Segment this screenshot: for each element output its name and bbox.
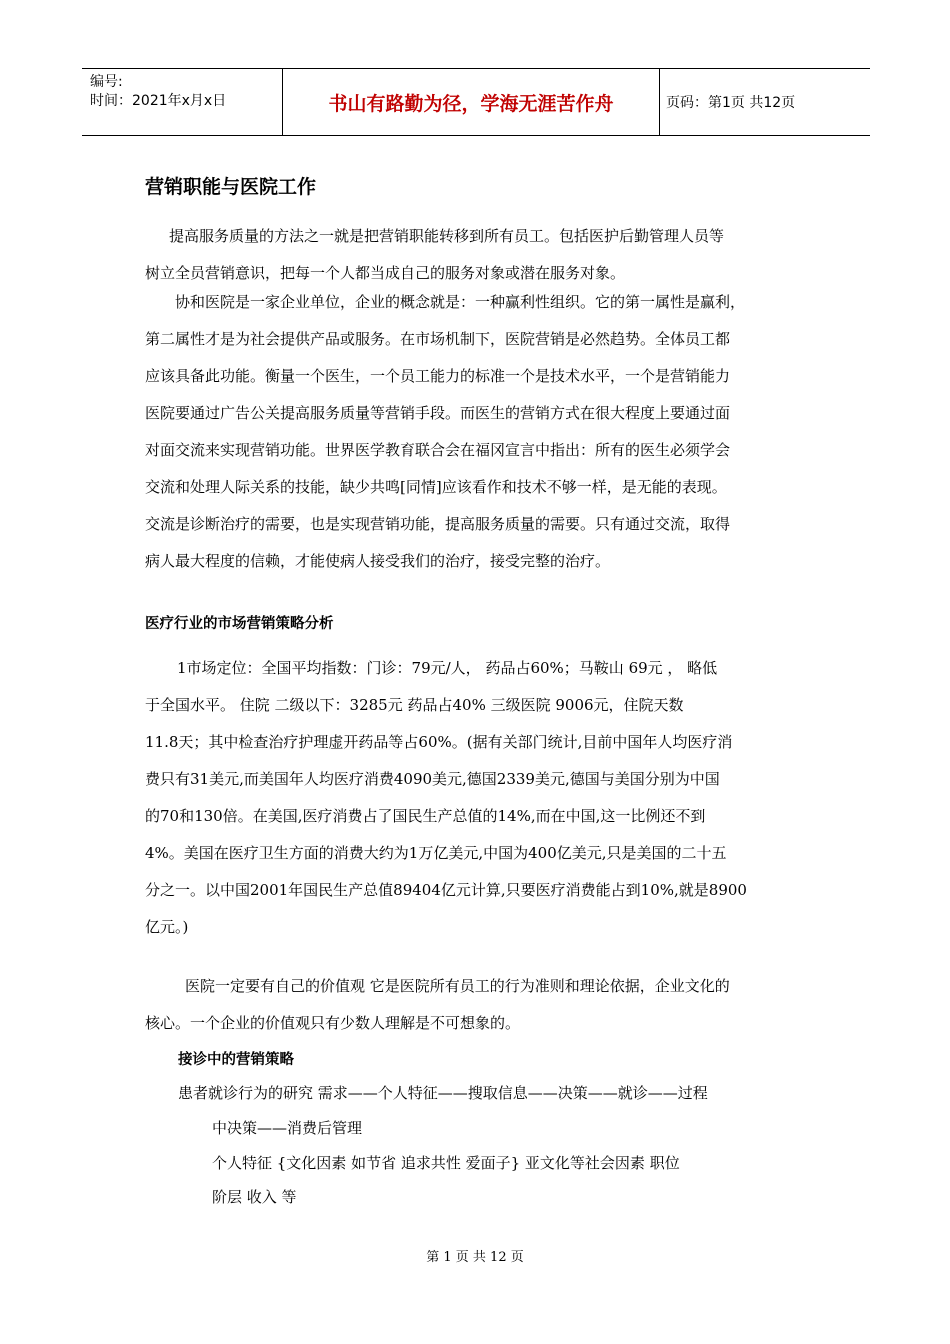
paragraph-line: 亿元。) — [145, 918, 189, 936]
paragraph-line: 4%。美国在医疗卫生方面的消费大约为1万亿美元,中国为400亿美元,只是美国的二十五 — [145, 844, 727, 862]
paragraph-4 — [145, 968, 815, 1042]
paragraph-line: 病人最大程度的信赖，才能使病人接受我们的治疗，接受完整的治疗。 — [145, 552, 611, 570]
paragraph-line: 应该具备此功能。衡量一个医生，一个员工能力的标准一个是技术水平，一个是营销能力 — [145, 367, 731, 385]
header-meta-cell — [82, 69, 282, 135]
paragraph-line: 的70和130倍。在美国,医疗消费占了国民生产总值的14%,而在中国,这一比例还不到 — [145, 807, 706, 825]
paragraph-line: 医院要通过广告公关提高服务质量等营销手段。而医生的营销方式在很大程度上要通过面 — [145, 404, 731, 422]
document-number-label: 编号: — [90, 74, 123, 90]
paragraph-line: 提高服务质量的方法之一就是把营销职能转移到所有员工。包括医护后勤管理人员等 — [169, 227, 725, 245]
paragraph-1 — [145, 218, 815, 292]
list-line: 阶层 收入 等 — [212, 1188, 297, 1206]
paragraph-2 — [145, 284, 815, 580]
paragraph-line: 树立全员营销意识，把每一个人都当成自己的服务对象或潜在服务对象。 — [145, 264, 626, 282]
paragraph-line: 医院一定要有自己的价值观 它是医院所有员工的行为准则和理论依据，企业文化的 — [185, 977, 730, 995]
list-line: 患者就诊行为的研究 需求——个人特征——搜取信息——决策——就诊——过程 — [178, 1084, 708, 1102]
paragraph-line: 1市场定位：全国平均指数：门诊：79元/人， 药品占60%；马鞍山 69元 ， 略低 — [177, 659, 718, 677]
list-line: 中决策——消费后管理 — [212, 1119, 363, 1137]
section-heading-reception: 接诊中的营销策略 — [178, 1052, 294, 1068]
paragraph-3 — [145, 650, 815, 946]
paragraph-line: 于全国水平。 住院 二级以下：3285元 药品占40% 三级医院 9006元，住院天数 — [145, 696, 684, 714]
page-footer: 第 1 页 共 12 页 — [426, 1250, 524, 1265]
header-table — [82, 68, 870, 136]
paragraph-line: 交流是诊断治疗的需要，也是实现营销功能，提高服务质量的需要。只有通过交流，取得 — [145, 515, 731, 533]
paragraph-line: 费只有31美元,而美国年人均医疗消费4090美元,德国2339美元,德国与美国分别为中国 — [145, 770, 720, 788]
paragraph-line: 对面交流来实现营销功能。世界医学教育联合会在福冈宣言中指出：所有的医生必须学会 — [145, 441, 731, 459]
paragraph-line: 分之一。以中国2001年国民生产总值89404亿元计算,只要医疗消费能占到10%,就是8900 — [145, 881, 747, 899]
paragraph-line: 11.8天；其中检查治疗护理虚开药品等占60%。(据有关部门统计,目前中国年人均医疗消 — [145, 733, 733, 751]
header-motto: 书山有路勤为径，学海无涯苦作舟 — [282, 69, 660, 135]
list-line: 个人特征 {文化因素 如节省 追求共性 爱面子} 亚文化等社会因素 职位 — [212, 1154, 680, 1172]
paragraph-line: 第二属性才是为社会提供产品或服务。在市场机制下，医院营销是必然趋势。全体员工都 — [145, 330, 731, 348]
section-heading-market: 医疗行业的市场营销策略分析 — [145, 616, 334, 632]
header-page-info: 页码：第1页 共12页 — [666, 95, 796, 111]
paragraph-line: 核心。一个企业的价值观只有少数人理解是不可想象的。 — [145, 1014, 521, 1032]
document-date-label: 时间：2021年x月x日 — [90, 93, 227, 109]
document-title: 营销职能与医院工作 — [145, 176, 317, 198]
paragraph-line: 协和医院是一家企业单位，企业的概念就是：一种赢利性组织。它的第一属性是赢利， — [175, 293, 746, 311]
paragraph-line: 交流和处理人际关系的技能，缺少共鸣[同情]应该看作和技术不够一样，是无能的表现。 — [145, 478, 727, 496]
